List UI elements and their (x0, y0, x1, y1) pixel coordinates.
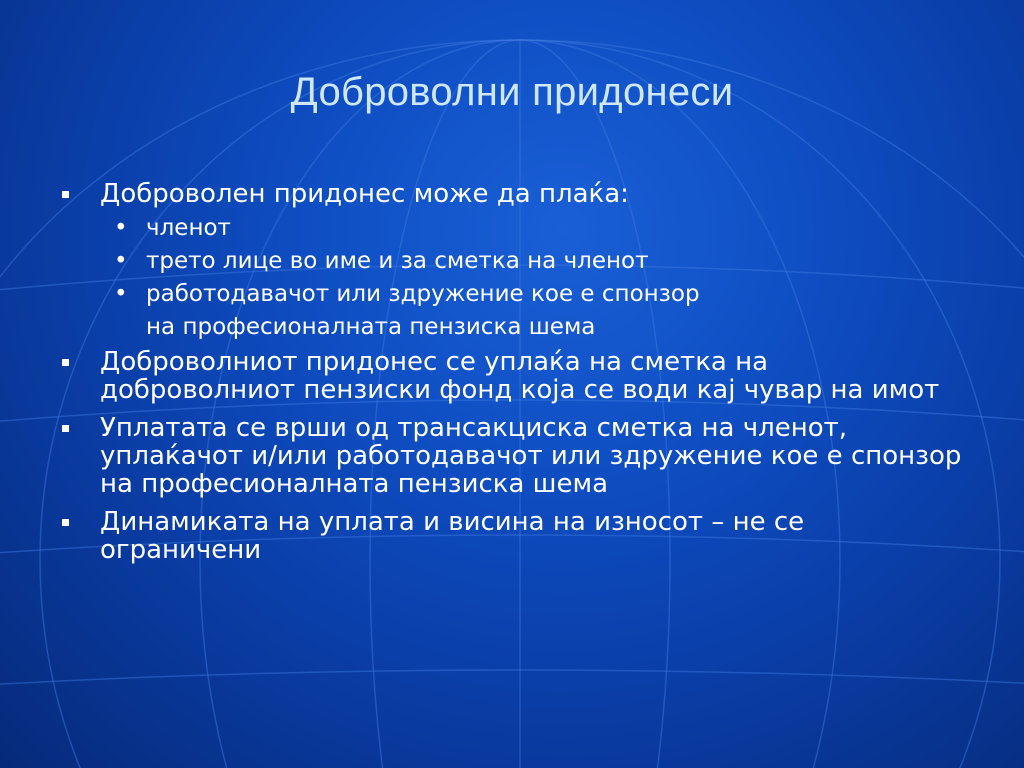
round-bullet-icon: • (114, 248, 128, 274)
bullet-item (62, 180, 962, 208)
slide-content (62, 180, 962, 574)
bullet-text: Доброволен придонес може да плаќа: (100, 179, 629, 209)
bullet-item (62, 508, 962, 564)
square-bullet-icon (62, 425, 69, 432)
square-bullet-icon (62, 519, 69, 526)
square-bullet-icon (62, 359, 69, 366)
sub-bullet-text: трето лице во име и за сметка на членот (146, 248, 649, 274)
sub-bullet-item (62, 212, 962, 245)
sub-bullet-item (62, 278, 962, 311)
sub-bullet-item (62, 245, 962, 278)
square-bullet-icon (62, 191, 69, 198)
bullet-text: Доброволниот придонес се уплаќа на сметка на доброволниот пензиски фонд која се води кај чувар на имот (100, 347, 940, 405)
round-bullet-icon: • (114, 215, 128, 241)
sub-bullet-continuation: на професионалната пензиска шема (146, 314, 596, 340)
sub-bullet-text: членот (146, 215, 231, 241)
round-bullet-icon: • (114, 281, 128, 307)
bullet-text: Уплатата се врши од трансакциска сметка на членот, уплаќачот и/или работодавачот или здружение кое е спонзор на професионалната пензиска шема (100, 413, 962, 499)
bullet-item (62, 348, 962, 404)
sub-bullet-text: работодавачот или здружение кое е спонзор (146, 281, 700, 307)
bullet-item (62, 414, 962, 498)
bullet-text: Динамиката на уплата и висина на износот – не се ограничени (100, 507, 805, 565)
slide-title: Доброволни придонеси (290, 70, 734, 114)
